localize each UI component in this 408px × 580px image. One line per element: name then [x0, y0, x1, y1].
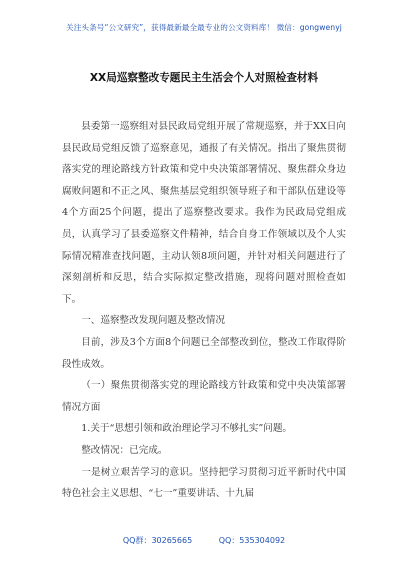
paragraph-progress: 目前，涉及3个方面8个问题已全部整改到位，整改工作取得阶段性成效。: [62, 336, 346, 370]
paragraph-measure-1: 一是树立艰苦学习的意识。坚持把学习贯彻习近平新时代中国特色社会主义思想、“七一”重要讲话、十九届: [62, 466, 346, 500]
footer-qq-group: QQ群：30265665: [122, 536, 193, 545]
rectification-status: 整改情况：已完成。: [81, 444, 168, 456]
document-body: [62, 116, 346, 505]
document-title: XX局巡察整改专题民主生活会个人对照检查材料: [89, 72, 319, 84]
footer-contact: [0, 535, 408, 546]
paragraph-intro: 县委第一巡察组对县民政局党组开展了常规巡察，并于XX日向县民政局党组反馈了巡察意见，通报了有关情况。指出了聚焦贯彻落实党的理论路线方针政策和党中央决策部署情况、聚焦群众身边腐败问题和不正之风、聚焦基层党组织领导班子和干部队伍建设等4个方面25个问题，提出了巡察整改要求。我作为民政局党组成员，认真学习了县委巡察文件精神，结合自身工作领域以及个人实际情况精准查找问题，主动认领8项问题，并针对相关问题进行了深刻剖析和反思，结合实际拟定整改措施，现将问题对照检查如下。: [62, 121, 346, 305]
footer-qq-number: QQ：535304092: [218, 536, 286, 545]
header-promo-banner: 关注头条号“公文研究”，获得最新最全最专业的公文资料库！ 微信：gongwenyj: [66, 23, 342, 32]
section-heading-1: 一、巡察整改发现问题及整改情况: [81, 315, 226, 327]
issue-item-1: 1.关于“思想引领和政治理论学习不够扎实”问题。: [81, 423, 293, 435]
subsection-heading-1: （一）聚焦贯彻落实党的理论路线方针政策和党中央决策部署情况方面: [62, 380, 346, 413]
